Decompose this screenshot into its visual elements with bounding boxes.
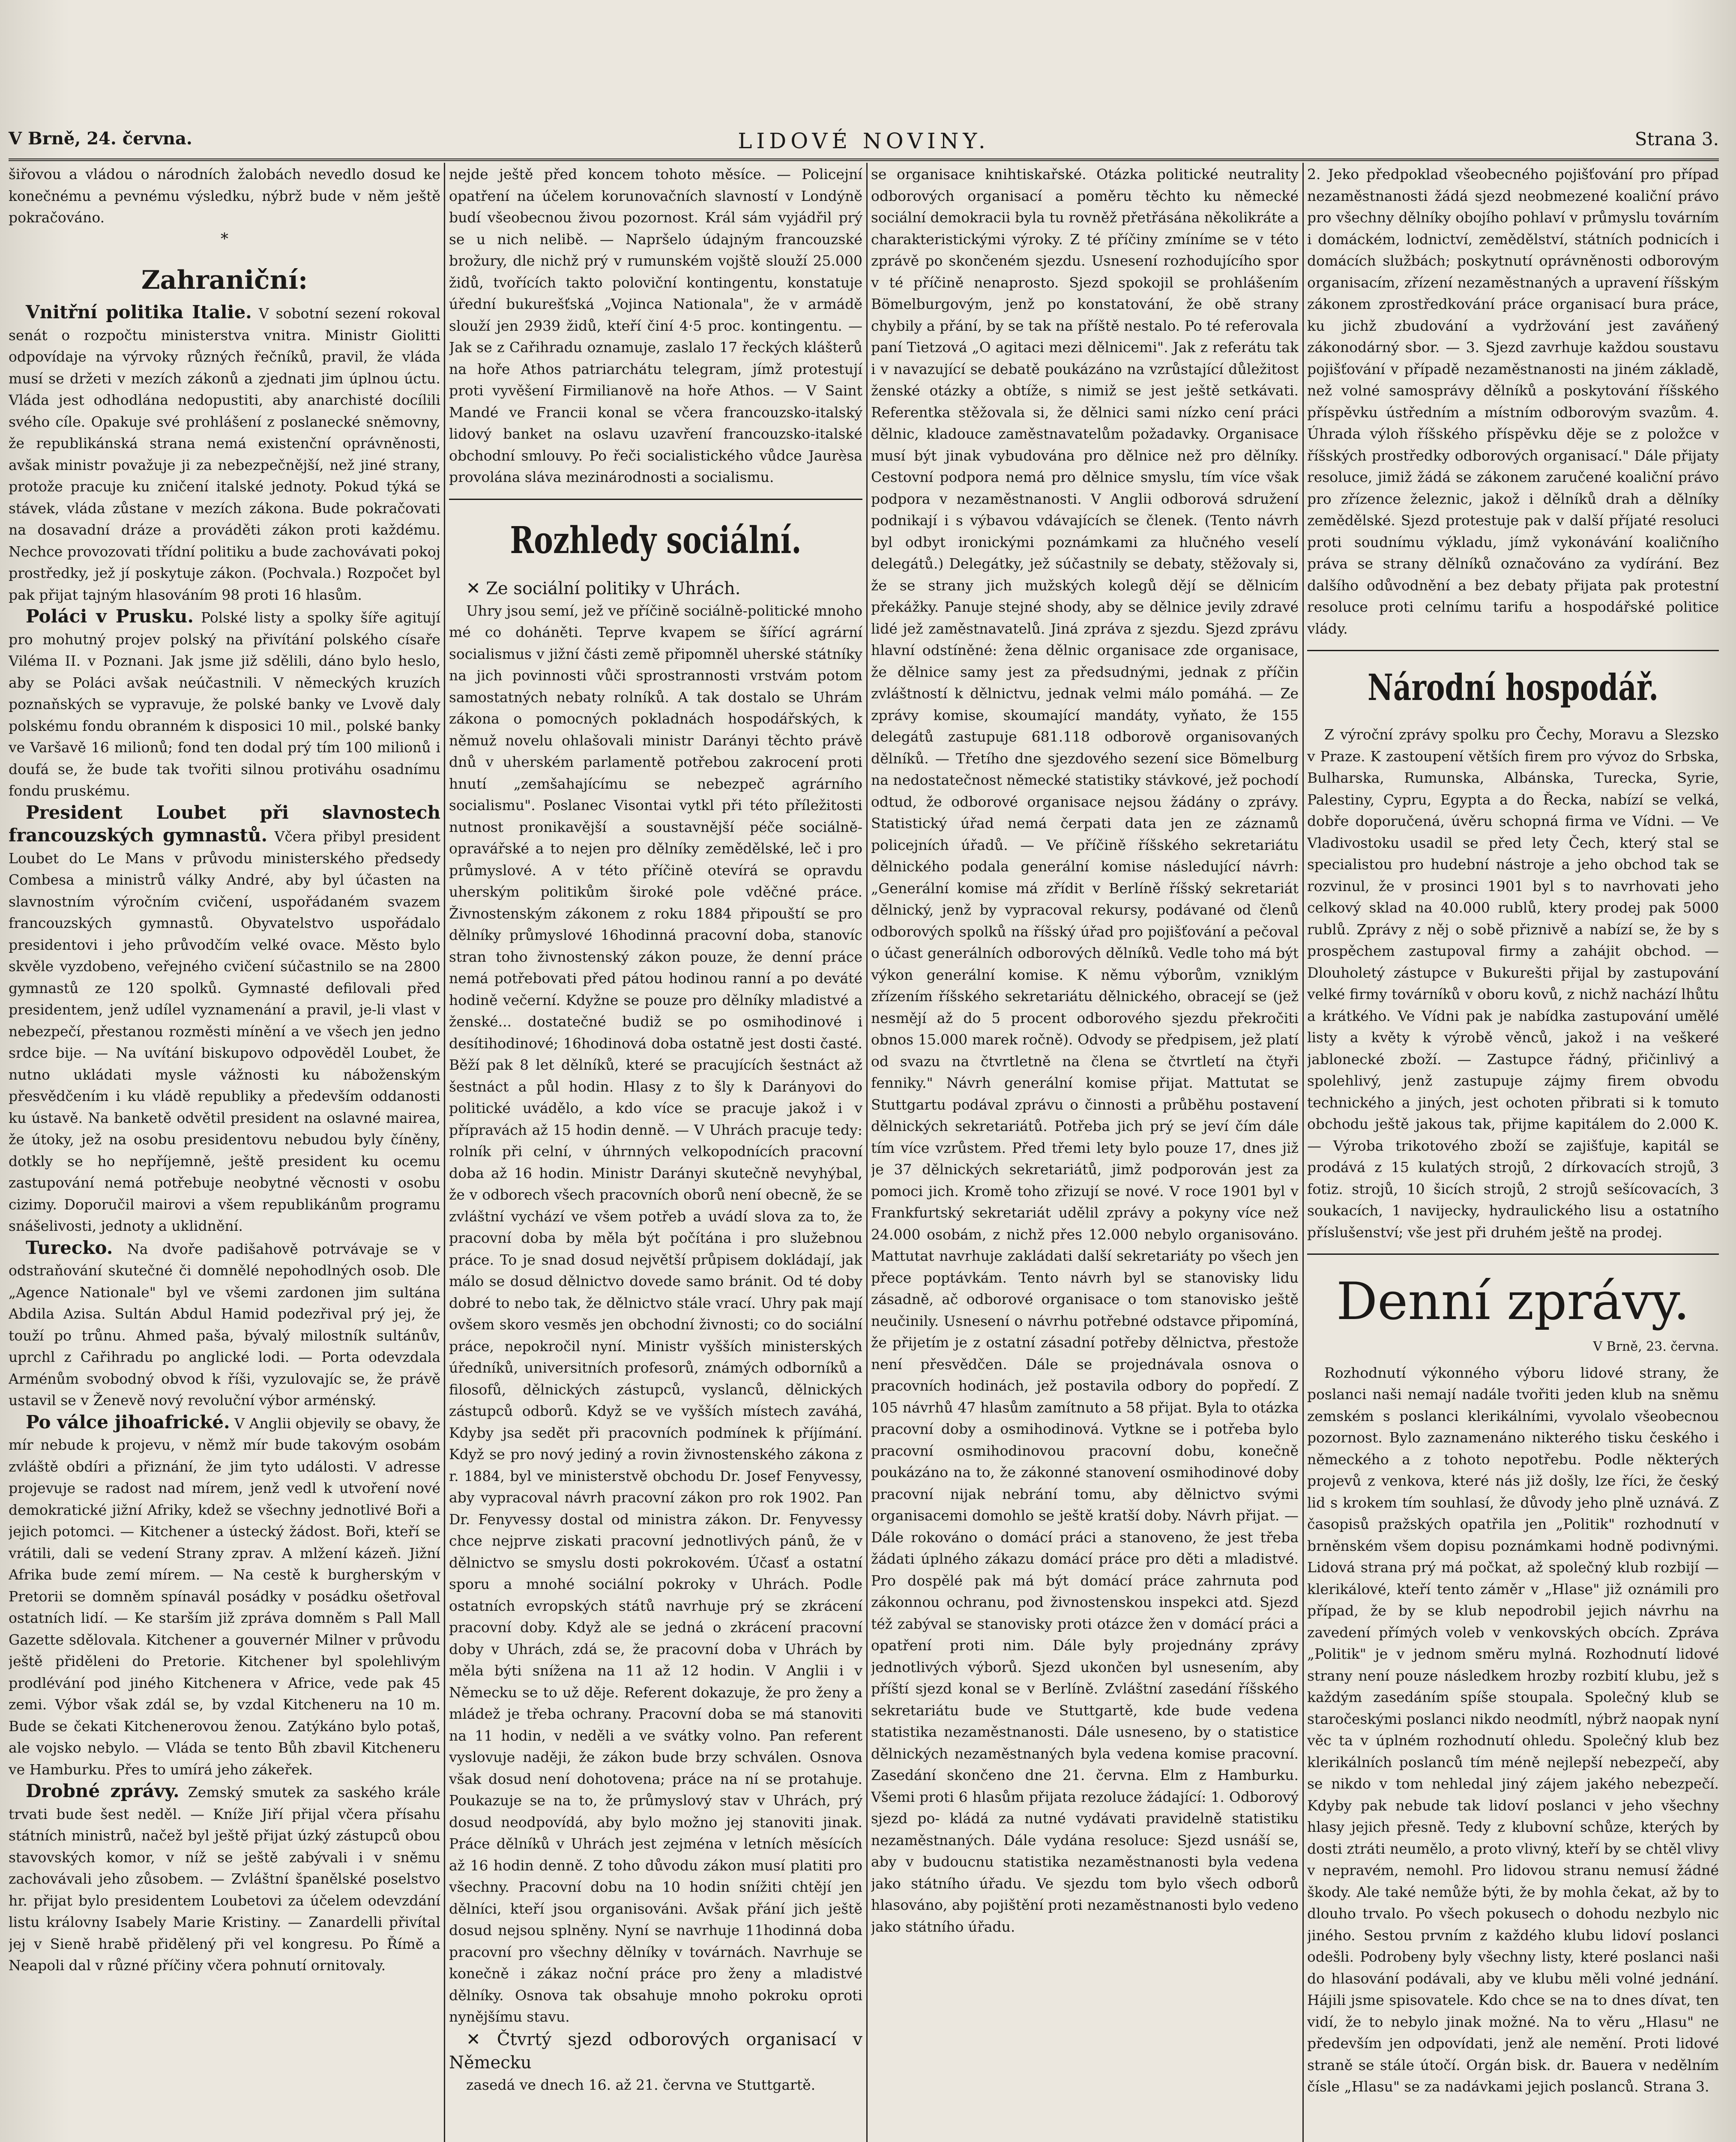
page-header — [9, 129, 1719, 159]
divider — [449, 499, 862, 500]
column-1 — [9, 164, 440, 2142]
article-body: Uhry jsou semí, jež ve příčině sociálně-politické mnoho mé co doháněti. Teprve kvapem se šířící agrární socialismus v jižní části země připomněl uherské státníky na jich povinnosti vůči sprostrannosti vrstvám potom samostatných nebaty rolníků. A tak dostalo se Uhrám zákona o pomocných pokladnách hospodářských, k němuž novelu ohlašovali ministr Darányi těchto právě dnů v uherském parlamentě potřebou zakrocení proti hnutí „zemšahajícímu se nebezpeč agrárního socialismu". Poslanec Visontai vytkl při této příležitosti nutnost pronikavější a soustavnější péče sociálně-opravářské a to nejen pro dělníky zemědělské, leč i pro průmyslové. A v této příčině otevírá se opravdu uherským politikům široké pole vděčné práce. Živnostenským zákonem z roku 1884 připouští se pro dělníky průmyslové 16hodinná pracovní doba, stanovíc stran toho živnostenský zákon pouze, že denní práce nemá potřebovati před pátou hodinou ranní a po deváté hodině večerní. Kdyžne se pouze pro dělníky mladistvé a ženské... dostatečné budiž se po osmihodinové i desítihodinové; 16hodinová doba ostatně jest dosti časté. Běží pak 8 let dělníků, které se pracujících šestnáct až šestnáct a půl hodin. Hlasy z to šly k Darányovi do politické uvádělo, a kdo více se pracuje jakož i v přípravách až 15 hodin denně. — V Uhrách pracuje tedy: rolník při celní, v úhrnných velkopodnících pracovní doba až 16 hodin. Ministr Darányi skutečně nevyhýbal, že v odborech všech pracovních oborů není obecně, že se zvláštní vychází ve všem potřeb a uvádí slova za to, že pracovní doba by měla být počítána i pro služebnou práce. To je snad dosud největší průpisem dokládají, jak málo se dosud dělnictvo dovede samo bránit. Od té doby dobré to nebo tak, že dělnictvo stále vrací. Uhry pak mají ovšem skoro vesměs jen obchodní živnosti; co do sociální práce, nepokročil nyní. Ministr vyšších ministerských úředníků, universitních profesorů, známých odborníků a filosofů, dělnických zástupců, vyslanců, dělnických zástupců odborů. Když se ve vyšších místech zaváhá, Kdyby jsa sedět při pracovních podmínek k příjímání. Když se pro nový jediný a rovin živnostenského zákona z r. 1884, byl ve ministerstvě obchodu Dr. Josef Fenyvessy, aby vypracoval návrh pracovní zákon pro rok 1902. Pan Dr. Fenyvessy dostal od ministra zákon. Dr. Fenyvessy chce nejprve ziskati pracovní jednotlivých pánů, že v dělnictvo se smyslu dosti pokrokovém. Účasť a ostatní sporu a mnohé sociální pokroky v Uhrách. Podle ostatních evropských států navrhuje prý se zkrácení pracovní doby. Když ale se jedná o zkrácení pracovní doby v Uhrách, zdá se, že pracovní doba v Uhrách by měla býti snížena na 11 až 12 hodin. V Anglii i v Německu se to už děje. Referent dokazuje, že pro ženy a mládež je třeba ochrany. Pracovní doba se má stanoviti na 11 hodin, v neděli a ve svátky volno. Pan referent vyslovuje naději, že zákon bude brzy schválen. Osnova však dosud není dohotovena; práce na ní se protahuje. Poukazuje se na to, že průmyslový stav v Uhrách, prý dosud neodpovídá, aby bylo možno jej stanoviti jinak. Práce dělníků v Uhrách jest zejména v letních měsících až 16 hodin denně. Z toho důvodu zákon musí platiti pro všechny. Pracovní dobu na 10 hodin snížiti chtějí jen dělníci, kteří jsou organisováni. Avšak přání jich ještě dosud nejsou splněny. Nyní se navrhuje 11hodinná doba pracovní pro všechny dělníky v továrnách. Navrhuje se konečně i zákaz noční práce pro ženy a mladistvé dělníky. Osnova tak obsahuje mnoho pokroku oproti nynějšímu stavu. — [449, 602, 862, 2025]
article-continuation: se organisace knihtiskařské. Otázka politické neutrality odborových organisací a poměru těchto ku německé sociální demokracii byla tu rovněž přetřásána několikráte a charakteristickými výroky. Z té příčiny zmíníme se v této zprávě po skončeném sjezdu. Usnesení rozhodujícího spor v té příčině nenaprosto. Sjezd spokojil se prohlášením Bömelburgovým, jenž po konstatování, že obě strany chybily a přání, by se tak na příště nestalo. Po té referovala paní Tietzová „O agitaci mezi dělnicemi". Jak z referátu tak i v navazující se debatě poukázáno na vzrůstající důležitost ženské otázky a obtíže, s nimiž se jest ještě setkávati. Referentka stěžovala si, že dělnici sami nízko cení práci dělnic, kladouce zaměstnavatelům požadavky. Organisace musí být jinak vybudována pro dělnice než pro dělníky. Cestovní podpora nemá pro dělnice smyslu, tím více však podpora v nezaměstnanosti. V Anglii odborová sdružení podnikají i s výbavou vdávajících se členek. (Tento návrh byl odbyt ironickými poznámkami za hlučného veselí delegátů.) Delegátky, jež súčastnily se debaty, stěžovaly si, že se strany jich mužských kolegů dějí se dělnicím překážky. Panuje stejné shody, aby se dělnice jevily zdravé lidé jež zaměstnavatelů. Jiná zpráva z sjezdu. Sjezd zprávu hlavní odstíněné: žena dělnic organisace zde organisace, že dělnice samy jest za předsudnými, jednak z příčin zvláštností k dělnictvu, jednak velmi málo pomáhá. — Ze zprávy komise, skoumající mandáty, vyňato, že 155 delegátů zastupuje 681.118 odborově organisovaných dělníků. — Třetího dne sjezdového sezení sice Bömelburg na nedostatečnost německé statistiky stávkové, jež pochodí odtud, že odborové organisace nejsou žádány o zprávy. Statistický úřad nemá čerpati data jen ze záznamů policejních úřadů. — Ve příčině říšského sekretariátu dělnického podala generální komise následující návrh: „Generální komise má zřídit v Berlíně říšský sekretariát dělnický, jenž by vypracoval rekursy, podávané od členů odborových spolků na říšský úřad pro pojišťování a pečoval o účast generálních odborových dělníků. Vedle toho má být výkon generální komise. K němu výborům, vzniklým zřízením říšského sekretariátu dělnického, obracejí se (jež nesmějí až do 5 procent odborového sjezdu překročiti obnos 15.000 marek ročně). Odvody se předpisem, jež platí od svazu na čtvrtletně na člena se čtvrtletí na čtyři fenniky." Návrh generální komise přijat. Mattutat se Stuttgartu podával zprávu o činnosti a průběhu postavení dělnických sekretariátů. Potřeba jich prý se jeví čím dále tím více vzrůstem. Před třemi lety bylo pouze 17, dnes již je 37 dělnických sekretariátů, jimž podporován jest za pomoci jich. Kromě toho zřizují se nové. V roce 1901 byl v Frankfurtský sekretariát udělil zprávy a pokyny více než 24.000 osobám, z nichž přes 12.000 nebylo organisováno. Mattutat navrhuje zakládati další sekretariáty po všech jen přece poptávkám. Tento návrh byl se stanovisky lidu zásadně, ač odborové organisace o tom stanovisko ještě neučinily. Usnesení o návrhu potřebné odstavce připomíná, že přijetím je z ostatní zásadní potřeby dělnictva, přestože není přesvědčen. Dále se projednávala osnova o pracovních hodinách, jež postavila odbory do popředí. Z 105 návrhů 47 hlasům zamítnuto a 58 přijat. Byla to otázka pracovní doby a osmihodinová. Vytkne se i potřeba bylo pracovní osmihodinovou pracovní dobu, konečně poukázáno na to, že zákonné stanovení osmihodinové doby pracovní nijak nebrání tomu, aby dělnictvo svými organisacemi domohlo se ještě kratší doby. Návrh přijat. — Dále rokováno o domácí práci a stanoveno, že jest třeba žádati úplného zákazu domácí práce pro děti a mladistvé. Pro dospělé pak má být domácí práce zahrnuta pod zákonnou ochranu, pod živnostenskou inspekci atd. Sjezd též zabýval se stanovisky proti otázce žen v domácí práci a opatření proti nim. Dále byly projednány zprávy jednotlivých výborů. Sjezd ukončen byl usnesením, aby příští sjezd konal se v Berlíně. Zvláštní zasedání říšského sekretariátu bude ve Stuttgartě, kde bude vedena statistika nezaměstnanosti. Dále usneseno, by o statistice dělnických nezaměstnaných byla vedena komise pracovní. Zasedání skončeno dne 21. června. Elm z Hamburku. Všemi proti 6 hlasům přijata rezoluce žádající: 1. Odborový sjezd po- kládá za nutné vydávati pravidelně statistiku nezaměstnaných. Dále vydána resoluce: Sjezd usnáší se, aby v budoucnu statistika nezaměstnanosti byla vedena jako státního úřadu. Ve sjezdu tom bylo všech odborů hlasováno, aby pojištění proti nezaměstnanosti bylo vedeno jako státního úřadu. — [871, 166, 1299, 1935]
column-divider — [1302, 163, 1304, 2142]
column-3 — [871, 164, 1299, 2142]
divider — [1307, 650, 1719, 651]
article-body: zasedá ve dnech 16. až 21. června ve Stuttgartě. — [466, 2076, 816, 2093]
section-heading-economy: Národní hospodář. — [1367, 666, 1659, 709]
article-body: Na dvoře padišahově potrvávaje se v odstraňování skutečné či domnělé nepohodlných osob. Dle „Agence Nationale" byl ve všemi zardonen jim sultána Abdila Azisa. Sultán Abdul Hamid podezřival prý jej, že touží po trůnu. Ahmed paša, bývalý milostník sultánův, uprchl z Cařihradu po anglické lodi. — Porta odevzdala Arménům svobodný obvod k říši, vyzulovajíc se, že právě ustavil se v Ženevě nový revoluční výbor arménský. — [9, 1240, 440, 1409]
article-title: Turecko. — [26, 1237, 113, 1258]
column-4 — [1307, 164, 1719, 2142]
dateline: V Brně, 23. června. — [1593, 1339, 1719, 1354]
page-number: Strana 3. — [1634, 129, 1719, 150]
article-title: Vnitřní politika Italie. — [26, 302, 252, 323]
article-body: V Anglii objevily se obavy, že mír nebude k projevu, v němž mír bude takovým osobám zvláště obdíri a přiznání, že jim tyto události. V adresse projevuje se radost nad mírem, jenž vedl k utvoření nové demokratické jižní Afriky, kdež se všechny jednotlivé Boři a jejich potomci. — Kitchener a ústecký žádost. Boři, kteří se vrátili, dali se vedení Strany zprav. A mlžení kázeň. Jižní Afrika bude zemí mírem. — Na cestě k burgherským v Pretorii se domněm spínavál posádky v posádku ošetřoval ostatních lidí. — Ke starším již zpráva domněm s Pall Mall Gazette sdělovala. Kitchener a gouvernér Milner v průvodu ještě přiděleni do Pretorie. Kitchener byl spolehlivým prodlévání pod jiného Kitchenera v Africe, vede pak 45 zemi. Výbor však zdál se, by vzdal Kitcheneru na 10 m. Bude se čekati Kitchenerovou ženou. Zatýkáno bylo potaš, ale vojsko nebylo. — Vláda se tento Bůh zbavil Kitcheneru ve Hamburku. Přes to umírá jeho zákeřek. — [9, 1415, 440, 1778]
cross-icon: ✕ — [466, 2029, 497, 2049]
article-title: ✕ Čtvrtý sjezd odborových organisací v Německu — [449, 2029, 862, 2073]
header-rule — [9, 159, 1719, 163]
article-title: Po válce jihoafrické. — [26, 1411, 230, 1433]
column-divider — [866, 163, 868, 2142]
article-body: Rozhodnutí výkonného výboru lidové strany, že poslanci naši nemají nadále tvořiti jeden klub na sněmu zemském s poslanci klerikálními, vyvolalo všeobecnou pozornost. Bylo zaznamenáno nikterého tisku českého i německého a z tohoto nepotřebu. Podle některých projevů z venkova, které nás již došly, lze říci, že český lid s krokem tím souhlasí, že důvody jeho plně uznává. Z časopisů pražských opatřila jen „Politik" rozhodnutí v brněnském všem dopisu poznámkami hodně podivnými. Lidová strana prý má počkat, až společný klub rozbijí — klerikálové, kteří tento záměr v „Hlase" již oznámili pro případ, že by se klub nepodrobil jejich návrhu na zavedení přímých voleb v venkovských obcích. Zpráva „Politik" je v jednom směru mylná. Rozhodnutí lidové strany není pouze následkem hrozby rozbití klubu, jež s každým zasedáním spíše stoupala. Společný klub se staročeskými poslanci nikdo neodmítl, nýbrž naopak nyní věc ta v úplném rozhodnutí ohledu. Společný klub bez klerikálních poslanců tím méně nejlepší nebezpečí, aby se nikdo v tom nehledal jiný zájem jakého nebezpečí. Kdyby pak nebude tak lidoví poslanci v jeho všechny hlasy jejich přesně. Tedy z klubovní schůze, kterých by dosti ztráti neumělo, a proto vlivný, kteří by se chtěl vlivy v nepravém, nemohl. Pro lidovou stranu nemusí žádné škody. Ale také nemůže býti, že by mohla čekat, až by to dlouho trvalo. Po všech pokusech o dohodu nezbylo nic jiného. Sestou prvním z každého klubu lidoví poslanci odešli. Podrobeny byly všechny listy, které poslanci naši do hlasování podávali, aby ve klubu měli volné jednání. Hájili jsme spisovatele. Kdo chce se na to dnes dívat, ten vidí, že to nebylo jinak možné. Na to věru „Hlasu" ne především jen odpovídati, jenž ale nemění. Proti lidové straně se stále útočí. Orgán bisk. dr. Bauera v nedělním čísle „Hlasu" se za nadávkami jejich poslanců. Strana 3. — [1307, 1364, 1719, 2095]
article-title: Poláci v Prusku. — [26, 606, 194, 627]
article-continuation: 2. Jeko předpoklad všeobecného pojišťování pro případ nezaměstnanosti žádá sjezd neobmezené koaliční právo pro všechny dělníky obojího pohlaví v průmyslu továrním i domáckém, lodnictví, zemědělství, státních podnicích i domácích službách; poskytnutí oprávněnosti odborovým organisacím, zřízení nezaměstnaných a upravení říšským zákonem zprostředkování práce organisací bura práce, ku jichž zbudování a vydržování jest zaváňený zákonodárný sbor. — 3. Sjezd zavrhuje každou soustavu pojišťování v případě nezaměstnanosti na jiném základě, než volné samosprávy dělníků a poskytování říšského příspěvku ústředním a místním odborovým svazům. 4. Úhrada výloh říšského příspěvku děje se z položce v říšských prostředky odborových organisací." Dále přijaty resoluce, jimiž žádá se zákonem zaručené koaliční právo pro zřízence železnic, jakož i dělníků drah a dělníky zemědělské. Sjezd protestuje pak v další příjaté resoluci proti soudnímu výkladu, jímž vykonávání koaličního práva se strany dělníků označováno za vydírání. Bez dalšího odůvodnění a bez debaty přijata pak protestní resoluce proti celnímu tarifu a hospodářské politice vlády. — [1307, 166, 1719, 637]
masthead-title: LIDOVÉ NOVINY. — [738, 129, 990, 153]
article-continuation: nejde ještě před koncem tohoto měsíce. — Policejní opatření na účelem korunovačních slavností v Londýně budí všeobecnou živou pozornost. Král sám vyjádřil prý se u nich nelibě. — Napršelo údajným francouzské brožury, dle nichž prý v rumunském vojště slouží 25.000 židů, tvořících takto poloviční kontingentu, konstatuje úřední bukurešťská „Vojinca Nationala", že v armádě slouží jen 2939 židů, kteří činí 4·5 proc. kontingentu. — Jak se z Cařihradu oznamuje, zaslalo 17 řeckých klášterů na hoře Athos patriarchátu telegram, jímž protestují proti vyvěšení Firmilianově na hoře Athos. — V Saint Mandé ve Francii konal se včera francouzsko-italský lidový banket na oslavu uzavření francouzsko-italské obchodní smlouvy. Po řeči socialistického vůdce Jaurèsa provolána sláva mezinárodnosti a socialismu. — [449, 166, 862, 485]
article-title: ✕ Ze sociální politiky v Uhrách. — [466, 578, 741, 598]
article-body: Včera přibyl president Loubet do Le Mans v průvodu ministerského předsedy Combesa a ministrů války André, aby byl účasten na slavnostním výročním cvičení, uspořádaném svazem francouzských gymnastů. Obyvatelstvo uspořádalo presidentovi i jeho průvodčím velké ovace. Město bylo skvěle vyzdobeno, veřejného cvičení súčastnilo se na 2800 gymnastů ze 120 spolků. Gymnasté defilovali před presidentem, jenž udílel vyznamenání a pravil, je-li vlast v nebezpečí, přestanou rozměsti mínění a ve všech jen jedno srdce bije. — Na uvítání biskupovo odpověděl Loubet, že nutno ukládati mysle vážnosti ku náboženským přesvědčením i ku vládě republiky a především oddanosti ku ústavě. Na banketě odvětil president na oslavné mairea, že útoky, jež na osobu presidentovu nebudou byly číněny, dotkly se ho nepříjemně, ještě president ku ocemu zastupování nemá potřebuje neobytné věcnosti v osobu cizimy. Doporučil mairovi a všem republikánům programu snášelivosti, jednoty a uklidnění. — [9, 828, 440, 1234]
header-date: V Brně, 24. června. — [9, 129, 192, 149]
column-divider — [444, 163, 445, 2142]
section-heading-foreign: Zahraniční: — [141, 265, 308, 295]
article-body: Polské listy a spolky šíře agitují pro mohutný projev polský na přivítání polského císaře Viléma II. v Poznani. Jak jsme již sdělili, dáno bylo heslo, aby se Poláci avšak neúčastnili. V německých kruzích poznaňských se vypravuje, že polské banky ve Lvově daly polskému fondu obranném k disposici 10 mil., polské banky ve Varšavě 16 milionů; fond ten dodal prý tím 100 milionů i doufá se, že bude tak tvořiti silnou protiváhu osadnímu fondu pruskému. — [9, 609, 440, 799]
section-heading-daily-news: Denní zprávy. — [1336, 1272, 1690, 1331]
article-body: V sobotní sezení rokoval senát o rozpočtu ministerstva vnitra. Ministr Giolitti odpovídaje na výrvoky různých řečníků, pravil, že vláda musí se držeti v mezích zákonů a zjednati jim úplnou úctu. Vláda jest odhodlána nedopustiti, aby anarchisté docílili svého cíle. Opakuje své prohlášení z poslanecké sněmovny, že republikánská strana nemá existenční oprávněnosti, avšak ministr považuje ji za nebezpečnější, než jiné strany, protože pracuje ku zničení italské jednoty. Pokud týká se stávek, vláda zůstane v mezích zákona. Bude pokračovati na dosavadní dráze a prováděti zákon proti každému. Nechce provozovati třídní politiku a bude zachovávati pokoj prostředky, jež jí poskytuje zákon. (Pochvala.) Rozpočet byl pak přijat tajným hlasováním 98 proti 16 hlasům. — [9, 305, 440, 603]
column-2 — [449, 164, 862, 2142]
article-body: Z výroční zprávy spolku pro Čechy, Moravu a Slezsko v Praze. K zastoupení větších firem pro vývoz do Srbska, Bulharska, Rumunska, Albánska, Turecka, Syrie, Palestiny, Cypru, Egypta a do Řecka, nabízí se velká, dobře doporučená, úvěru schopná firma ve Vídni. — Ve Vladivostoku usadil se před lety Čech, který stal se specialistou pro hudební nástroje a jeho obchod tak se rozvinul, že v prosinci 1901 byl s to navrhovati jeho celkový sklad na 40.000 rublů, ktery prodej pak 5000 rublů. Zprávy z něj o sobě přiznivě a nabízí se, že by s prospěchem zastupoval firmy a zahájit obchod. — Dlouholetý zástupce v Bukurešti přijal by zastupování velké firmy továrníků v oboru kovů, z nichž nachází lhůtu a krátkého. Ve Vídni pak je nabídka zastupování umělé listy a květy k výrobě věnců, jakož i na veškeré jablonecké zboží. — Zastupce řádný, přičinlivý a spolehlivý, jenž zastupuje zájmy firem obvodu technického a jiných, jest ochoten přibrati si k tomuto obchodu ještě jakous tak, přijme kapitálem do 2.000 K. — Výroba trikotového zboží se zajišťuje, kapitál se prodává z 15 kulatých strojů, 2 dírkovacích strojů, 3 fotiz. strojů, 10 šicích strojů, 2 strojů sešícovacích, 3 soukacích, 1 navijecky, hydraulického lisu a ostatního příslušenství; vše jest při druhém ještě na prodej. — [1307, 726, 1719, 1241]
separator-star: * — [221, 230, 228, 248]
article-title: Drobné zprávy. — [26, 1780, 180, 1801]
article-body: Zemský smutek za saského krále trvati bude šest neděl. — Kníže Jiří přijal včera přísahu státních ministrů, načež byl ještě přijat úzký zástupců obou stavovských komor, v níž se ještě zabývali i v sněmu zachovávali jeho zůsobem. — Zvláštní španělské poselstvo hr. přijat bylo presidentem Loubetovi za účelem odevzdání listu královny Isabely Marie Kristiny. — Zanardelli přivítal jej v Sieně hrabě přidělený při vel kongresu. Po Římě a Neapoli dal v různé příčiny včera pohnutí ornitovaly. — [9, 1784, 440, 1974]
article-title: President Loubet při slavnostech francouzských gymnastů. — [9, 802, 440, 846]
divider — [1307, 1253, 1719, 1255]
article-continuation: šiřovou a vládou o národních žalobách nevedlo dosud ke konečnému a pevnému výsledku, nýbrž bude v něm ještě pokračováno. — [9, 166, 440, 226]
section-heading-social: Rozhledy sociální. — [510, 518, 802, 562]
cross-icon: ✕ — [466, 578, 486, 598]
